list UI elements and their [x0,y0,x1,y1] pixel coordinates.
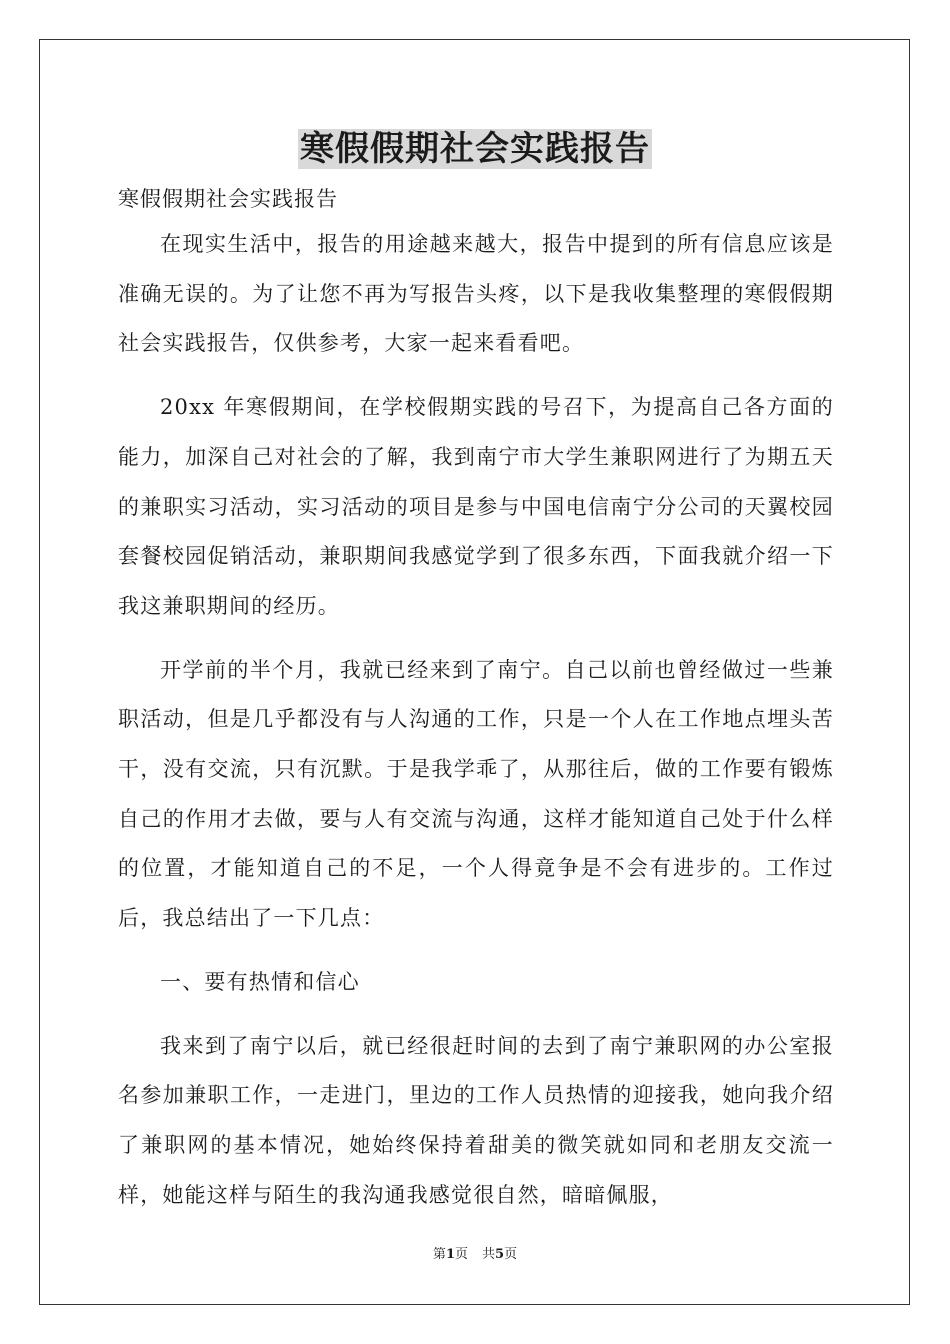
total-prefix: 共 [482,1247,496,1262]
paragraph-section-one: 我来到了南宁以后，就已经很赶时间的去到了南宁兼职网的办公室报名参加兼职工作，一走进门，里边的工作人员热情的迎接我，她向我介绍了兼职网的基本情况，她始终保持着甜美的微笑就如同和老朋友交流一样，她能这样与陌生的我沟通我感觉很自然，暗暗佩服， [118,1033,834,1207]
page-footer [0,1245,950,1265]
document-title-text: 寒假假期社会实践报告 [300,129,650,169]
paragraph-experience: 开学前的半个月，我就已经来到了南宁。自己以前也曾经做过一些兼职活动，但是几乎都没有与人沟通的工作，只是一个人在工作地点埋头苦干，没有交流，只有沉默。于是我学乖了，从那往后，做的工作要有锻炼自己的作用才去做，要与人有交流与沟通，这样才能知道自己处于什么样的位置，才能知道自己的不足，一个人得竟争是不会有进步的。工作过后，我总结出了一下几点： [118,657,834,931]
total-suffix: 页 [504,1247,518,1262]
section-heading: 一、要有热情和信心 [160,969,360,994]
document-title [0,124,950,174]
total-page-count: 5 [495,1247,505,1262]
paragraph-intro: 在现实生活中，报告的用途越来越大，报告中提到的所有信息应该是准确无误的。为了让您不再为写报告头疼，以下是我收集整理的寒假假期社会实践报告，仅供参考，大家一起来看看吧。 [118,232,834,356]
document-body [118,178,834,1234]
paragraph-background: 20xx 年寒假期间，在学校假期实践的号召下，为提高自己各方面的能力，加深自己对社会的了解，我到南宁市大学生兼职网进行了为期五天的兼职实习活动，实习活动的项目是参与中国电信南宁分公司的天翼校园套餐校园促销活动，兼职期间我感觉学到了很多东西，下面我就介绍一下我这兼职期间的经历。 [118,395,834,618]
page-suffix: 页 [454,1247,468,1262]
page-prefix: 第 [432,1247,446,1262]
document-subtitle: 寒假假期社会实践报告 [118,187,338,211]
current-page-number: 1 [445,1247,455,1262]
